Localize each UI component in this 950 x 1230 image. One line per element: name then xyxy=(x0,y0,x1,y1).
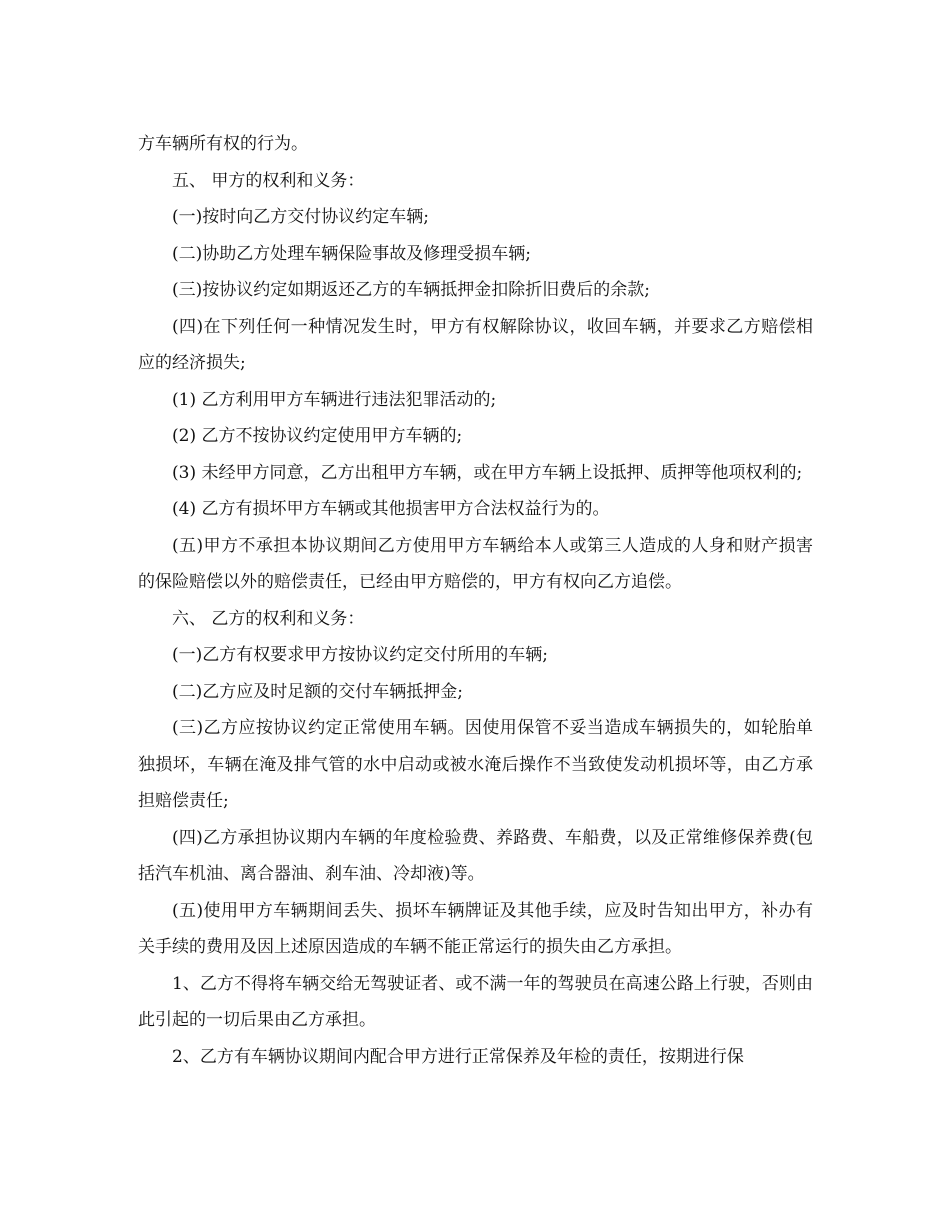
paragraph: (三)乙方应按协议约定正常使用车辆。因使用保管不妥当造成车辆损失的，如轮胎单独损坏，车辆在淹及排气管的水中启动或被水淹后操作不当致使发动机损坏等，由乙方承担赔偿责任; xyxy=(138,718,813,811)
list-item: (4) 乙方有损坏甲方车辆或其他损害甲方合法权益行为的。 xyxy=(172,499,610,519)
list-item: (1) 乙方利用甲方车辆进行违法犯罪活动的; xyxy=(172,389,497,410)
paragraph-continuation: 方车辆所有权的行为。 xyxy=(138,134,308,154)
paragraph: (一)按时向乙方交付协议约定车辆; xyxy=(172,207,429,227)
section-heading-party-a: 五、 甲方的权利和义务： xyxy=(172,170,365,191)
paragraph: (五)甲方不承担本协议期间乙方使用甲方车辆给本人或第三人造成的人身和财产损害的保险赔偿以外的赔偿责任，已经由甲方赔偿的，甲方有权向乙方追偿。 xyxy=(138,535,813,592)
paragraph: (四)乙方承担协议期内车辆的年度检验费、养路费、车船费，以及正常维修保养费(包括汽车机油、离合器油、刹车油、冷却液)等。 xyxy=(138,827,813,884)
list-item: (2) 乙方不按协议约定使用甲方车辆的; xyxy=(172,426,463,446)
list-item: 1、乙方不得将车辆交给无驾驶证者、或不满一年的驾驶员在高速公路上行驶，否则由此引起的一切后果由乙方承担。 xyxy=(138,973,813,1030)
paragraph: (五)使用甲方车辆期间丢失、损坏车辆牌证及其他手续，应及时告知出甲方，补办有关手续的费用及因上述原因造成的车辆不能正常运行的损失由乙方承担。 xyxy=(138,900,813,957)
paragraph: (二)乙方应及时足额的交付车辆抵押金; xyxy=(172,681,463,702)
paragraph: (三)按协议约定如期返还乙方的车辆抵押金扣除折旧费后的余款; xyxy=(172,280,650,300)
paragraph: (四)在下列任何一种情况发生时，甲方有权解除协议，收回车辆，并要求乙方赔偿相应的经济损失; xyxy=(138,316,813,373)
paragraph: (一)乙方有权要求甲方按协议约定交付所用的车辆; xyxy=(172,645,548,665)
paragraph: (二)协助乙方处理车辆保险事故及修理受损车辆; xyxy=(172,243,531,264)
list-item: (3) 未经甲方同意，乙方出租甲方车辆，或在甲方车辆上设抵押、质押等他项权利的; xyxy=(172,462,803,483)
list-item: 2、乙方有车辆协议期间内配合甲方进行正常保养及年检的责任，按期进行保 xyxy=(172,1046,744,1067)
section-heading-party-b: 六、 乙方的权利和义务： xyxy=(172,608,365,629)
document-body xyxy=(138,126,813,1075)
